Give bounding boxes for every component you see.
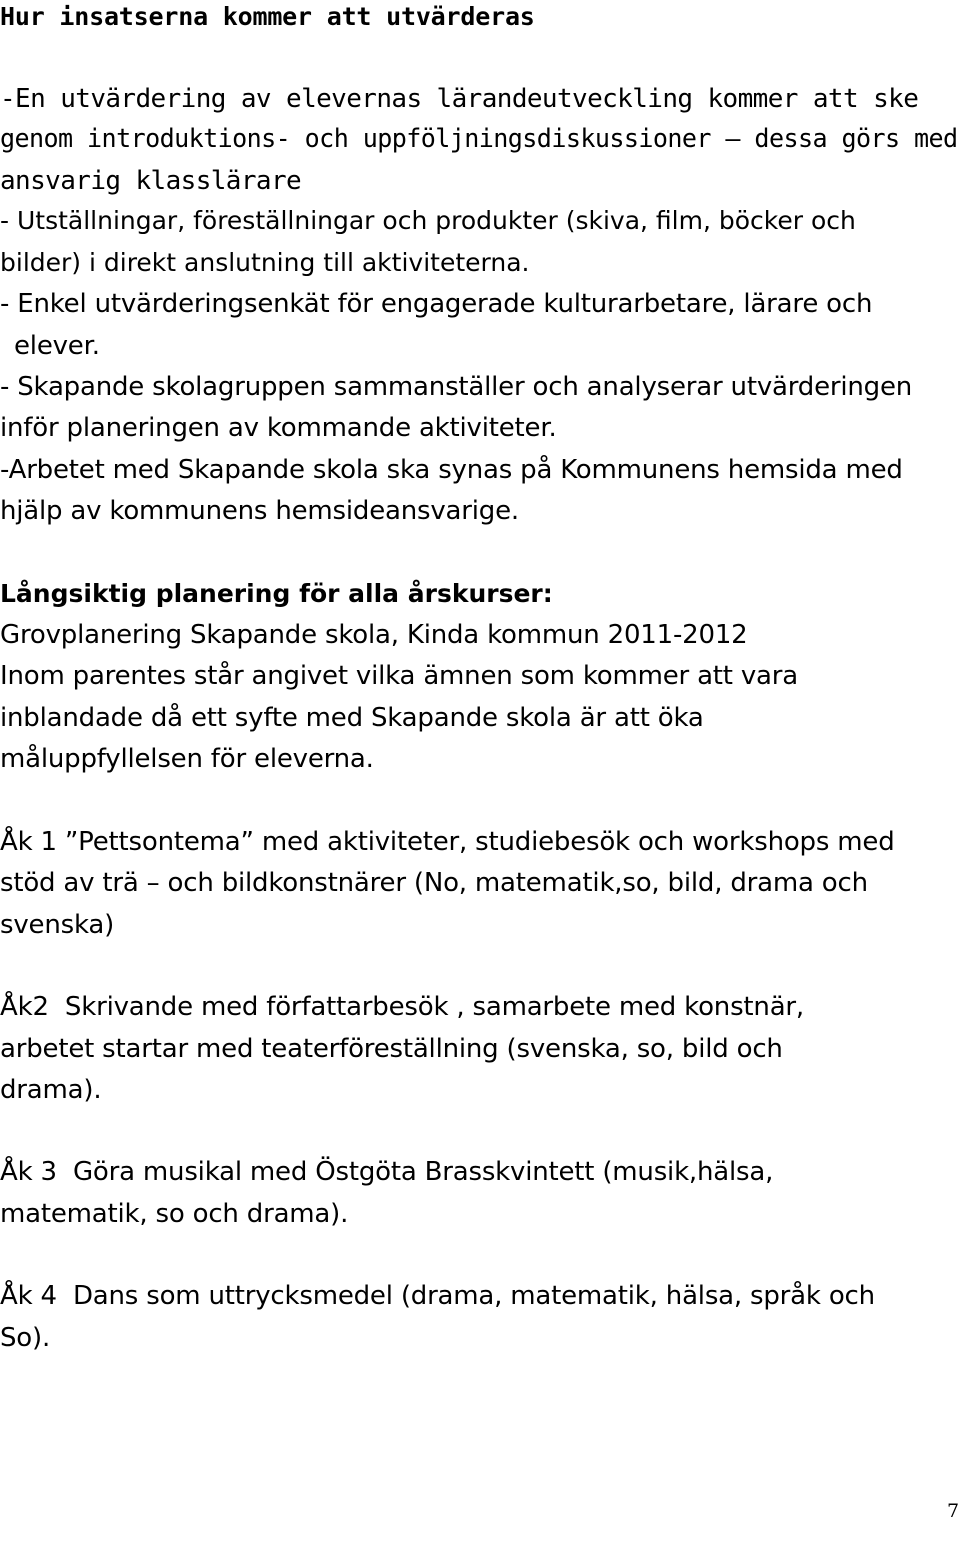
grade-4-line: Åk 4 Dans som uttrycksmedel (drama, matematik, hälsa, språk och — [0, 1281, 875, 1311]
text-line: elever. — [14, 331, 100, 361]
text-line: Inom parentes står angivet vilka ämnen som kommer att vara — [0, 661, 799, 691]
grade-2-line: arbetet startar med teaterföreställning (svenska, so, bild och — [0, 1034, 783, 1064]
grade-3-line: Åk 3 Göra musikal med Östgöta Brasskvintett (musik,hälsa, — [0, 1157, 774, 1187]
grade-4-line: So). — [0, 1323, 51, 1353]
text-line: ansvarig klasslärare — [0, 166, 302, 196]
text-line: bilder) i direkt anslutning till aktiviteterna. — [0, 248, 530, 277]
text-line: Grovplanering Skapande skola, Kinda kommun 2011-2012 — [0, 620, 748, 650]
text-line: - Utställningar, föreställningar och produkter (skiva, film, böcker och — [0, 206, 856, 235]
text-line: inför planeringen av kommande aktiviteter. — [0, 413, 557, 443]
page-number: 7 — [947, 1500, 960, 1522]
grade-3-line: matematik, so och drama). — [0, 1199, 349, 1229]
text-line: -En utvärdering av elevernas lärandeutveckling kommer att ske — [0, 84, 919, 114]
section-heading-planning: Långsiktig planering för alla årskurser: — [0, 579, 553, 608]
section-heading-evaluation: Hur insatserna kommer att utvärderas — [0, 2, 535, 31]
text-line: -Arbetet med Skapande skola ska synas på Kommunens hemsida med — [0, 455, 903, 485]
grade-2-line: drama). — [0, 1075, 102, 1105]
text-line: måluppfyllelsen för eleverna. — [0, 744, 374, 774]
text-line: - Skapande skolagruppen sammanställer och analyserar utvärderingen — [0, 372, 913, 402]
grade-2-line: Åk2 Skrivande med författarbesök , samarbete med konstnär, — [0, 992, 804, 1022]
text-line: genom introduktions- och uppföljningsdiskussioner – dessa görs med — [0, 124, 958, 154]
text-line: - Enkel utvärderingsenkät för engagerade kulturarbetare, lärare och — [0, 289, 873, 319]
grade-1-line: Åk 1 ”Pettsontema” med aktiviteter, studiebesök och workshops med — [0, 827, 895, 857]
grade-1-line: svenska) — [0, 910, 115, 940]
text-line: hjälp av kommunens hemsideansvarige. — [0, 496, 519, 526]
grade-1-line: stöd av trä – och bildkonstnärer (No, matematik,so, bild, drama och — [0, 868, 868, 898]
text-line: inblandade då ett syfte med Skapande skola är att öka — [0, 703, 704, 733]
